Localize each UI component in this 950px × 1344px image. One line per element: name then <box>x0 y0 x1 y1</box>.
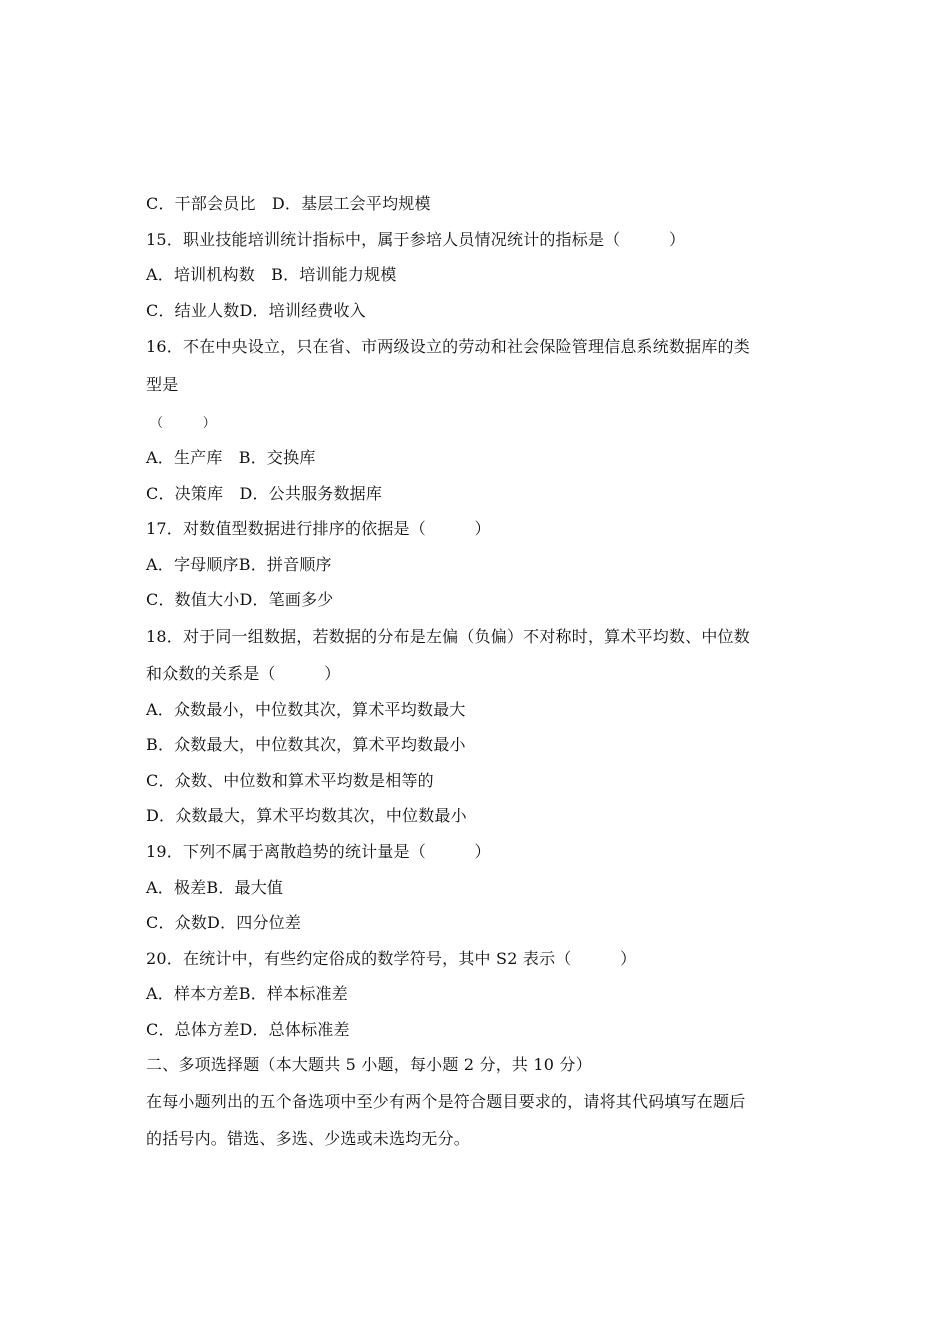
option-line-q17-cd: C．数值大小D．笔画多少 <box>146 590 334 610</box>
option-q18-a: A．众数最小，中位数其次，算术平均数最大 <box>146 699 466 719</box>
section-instructions-line-2: 的括号内。错选、多选、少选或未选均无分。 <box>146 1129 471 1149</box>
question-16-line-2: 型是 <box>146 375 179 395</box>
question-18-line-1: 18．对于同一组数据，若数据的分布是左偏（负偏）不对称时，算术平均数、中位数 <box>146 626 750 646</box>
question-20: 20．在统计中，有些约定俗成的数学符号，其中 S2 表示（ ） <box>146 948 637 968</box>
option-line-q20-ab: A．样本方差B．样本标准差 <box>146 984 348 1004</box>
question-17: 17．对数值型数据进行排序的依据是（ ） <box>146 519 491 539</box>
question-16-answer-paren <box>146 404 814 440</box>
option-line-q20-cd: C．总体方差D．总体标准差 <box>146 1019 350 1039</box>
option-q18-c: C．众数、中位数和算术平均数是相等的 <box>146 770 434 790</box>
option-line-q19-ab: A．极差B．最大值 <box>146 877 284 897</box>
option-line-q16-ab: A．生产库 B．交换库 <box>146 447 316 467</box>
option-line-q16-cd: C．决策库 D．公共服务数据库 <box>146 483 383 503</box>
option-line-q14-cd: C．干部会员比 D．基层工会平均规模 <box>146 194 431 213</box>
option-q18-b: B．众数最大，中位数其次，算术平均数最小 <box>146 735 466 755</box>
option-line-q17-ab: A．字母顺序B．拼音顺序 <box>146 554 332 574</box>
option-line-q19-cd: C．众数D．四分位差 <box>146 913 302 933</box>
question-16-line-1: 16．不在中央设立，只在省、市两级设立的劳动和社会保险管理信息系统数据库的类 <box>146 337 750 357</box>
question-15: 15．职业技能培训统计指标中，属于参培人员情况统计的指标是（ ） <box>146 229 686 249</box>
option-line-q15-ab: A．培训机构数 B．培训能力规模 <box>146 265 397 285</box>
option-line-q15-cd: C．结业人数D．培训经费收入 <box>146 300 366 320</box>
question-19: 19．下列不属于离散趋势的统计量是（ ） <box>146 841 491 861</box>
section-heading-multiple-choice: 二、多项选择题（本大题共 5 小题，每小题 2 分，共 10 分） <box>146 1055 592 1075</box>
answer-paren: （ ） <box>150 416 217 432</box>
question-18-line-2: 和众数的关系是（ ） <box>146 663 341 683</box>
page-body <box>146 186 814 1157</box>
option-q18-d: D．众数最大，算术平均数其次，中位数最小 <box>146 806 467 826</box>
section-instructions-line-1: 在每小题列出的五个备选项中至少有两个是符合题目要求的，请将其代码填写在题后 <box>146 1092 746 1112</box>
